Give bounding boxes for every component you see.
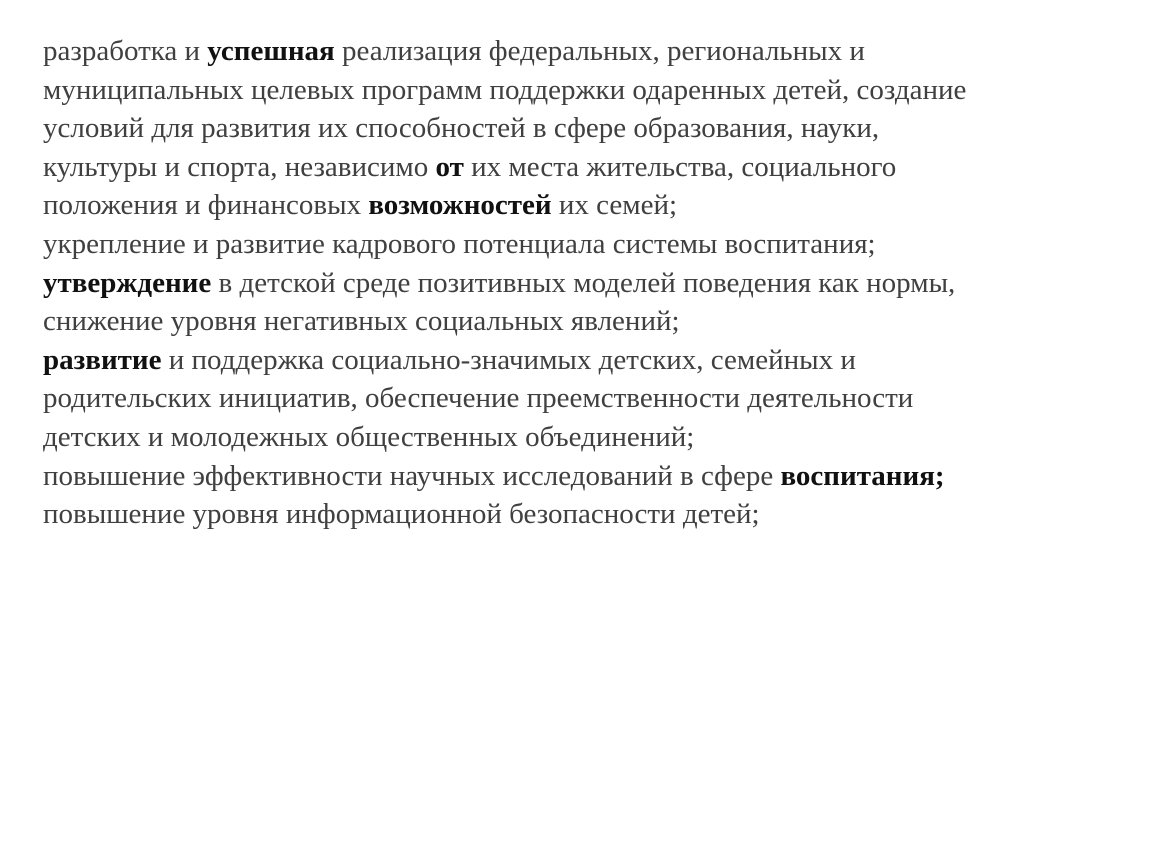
text-segment: их места жительства, социального <box>463 150 897 183</box>
text-segment: повышение уровня информационной безопасности детей; <box>43 498 760 531</box>
text-segment: реализация федеральных, региональных и <box>334 35 865 67</box>
text-line <box>43 418 1123 457</box>
text-segment: родительских инициатив, обеспечение преемственности деятельности <box>43 382 914 415</box>
text-line <box>43 148 1123 187</box>
text-segment: их семей; <box>551 189 678 222</box>
body-text <box>43 32 1123 534</box>
bold-phrase: развитие <box>43 343 162 376</box>
bold-phrase: возможностей <box>368 189 552 222</box>
paragraph <box>43 264 1123 341</box>
text-line <box>43 109 1123 148</box>
paragraph <box>43 495 1123 534</box>
text-segment: положения и финансовых <box>43 189 369 222</box>
text-segment: культуры и спорта, независимо <box>43 150 436 183</box>
text-line <box>43 71 1123 110</box>
text-segment: детских и молодежных общественных объединений; <box>43 420 695 453</box>
text-line <box>43 302 1123 341</box>
text-segment: в детской среде позитивных моделей поведения как нормы, <box>211 266 956 299</box>
bold-phrase: успешная <box>207 35 335 67</box>
paragraph <box>43 225 1123 264</box>
text-segment: условий для развития их способностей в сфере образования, науки, <box>43 112 880 145</box>
paragraph <box>43 457 1123 496</box>
text-segment: снижение уровня негативных социальных явлений; <box>43 305 680 338</box>
bold-phrase: воспитания; <box>780 459 945 492</box>
bold-phrase: от <box>435 150 464 183</box>
text-line <box>43 457 1123 496</box>
text-segment: повышение эффективности научных исследований в сфере <box>43 459 781 492</box>
text-line <box>43 341 1123 380</box>
bold-phrase: утверждение <box>43 266 212 299</box>
paragraph <box>43 32 1123 225</box>
paragraph <box>43 341 1123 457</box>
text-line <box>43 186 1123 225</box>
text-line <box>43 225 1123 264</box>
text-segment: укрепление и развитие кадрового потенциала системы воспитания; <box>43 227 876 260</box>
text-line <box>43 264 1123 303</box>
text-segment: муниципальных целевых программ поддержки одаренных детей, создание <box>43 73 967 106</box>
text-segment: и поддержка социально-значимых детских, семейных и <box>161 343 856 376</box>
text-line <box>43 495 1123 534</box>
text-line <box>43 379 1123 418</box>
text-line <box>43 32 1123 71</box>
text-segment: разработка и <box>43 35 208 67</box>
